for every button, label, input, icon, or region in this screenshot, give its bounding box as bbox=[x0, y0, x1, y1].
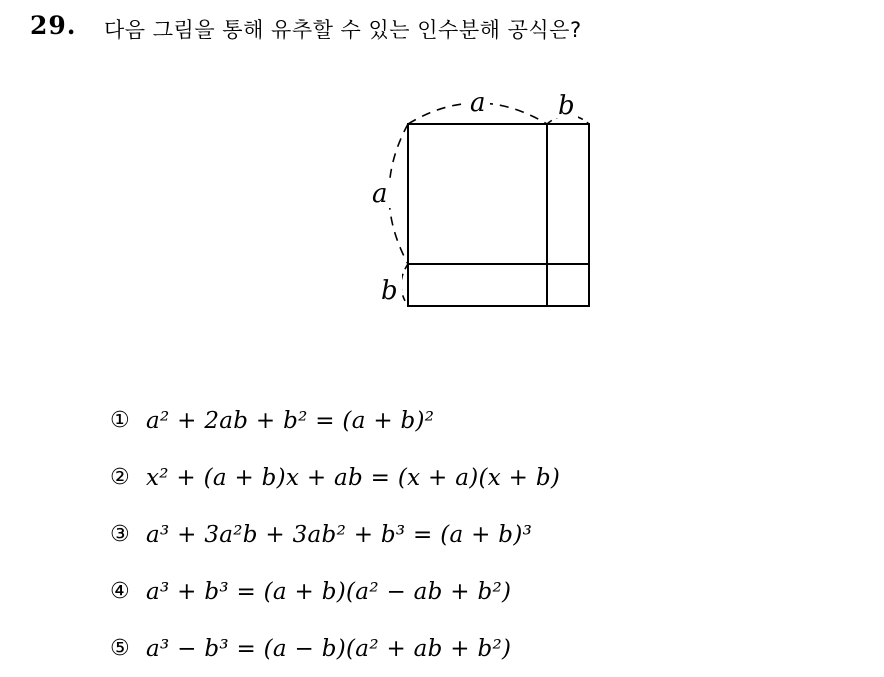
choice-2-formula: x² + (a + b)x + ab = (x + a)(x + b) bbox=[146, 464, 561, 491]
left-b-arc bbox=[401, 264, 408, 306]
square-diagram bbox=[360, 80, 620, 320]
label-left-a: a bbox=[372, 179, 388, 209]
choice-4-marker: ④ bbox=[110, 579, 130, 604]
choice-5-formula: a³ − b³ = (a − b)(a² + ab + b²) bbox=[146, 635, 512, 662]
choice-5-marker: ⑤ bbox=[110, 636, 130, 661]
label-top-a: a bbox=[470, 88, 486, 118]
label-left-b: b bbox=[381, 276, 398, 306]
choice-3-marker: ③ bbox=[110, 522, 130, 547]
choice-1-marker: ① bbox=[110, 408, 130, 433]
choice-4[interactable] bbox=[110, 563, 810, 620]
choice-2-marker: ② bbox=[110, 465, 130, 490]
choice-4-formula: a³ + b³ = (a + b)(a² − ab + b²) bbox=[146, 578, 512, 605]
label-top-b: b bbox=[558, 91, 575, 121]
choice-3-formula: a³ + 3a²b + 3ab² + b³ = (a + b)³ bbox=[146, 521, 533, 548]
question-text: 다음 그림을 통해 유추할 수 있는 인수분해 공식은? bbox=[104, 18, 582, 42]
choice-2[interactable] bbox=[110, 449, 810, 506]
outer-square bbox=[408, 124, 589, 306]
choice-3[interactable] bbox=[110, 506, 810, 563]
answer-choices bbox=[110, 392, 810, 677]
choice-1[interactable] bbox=[110, 392, 810, 449]
choice-1-formula: a² + 2ab + b² = (a + b)² bbox=[146, 407, 435, 434]
square-figure bbox=[360, 80, 620, 320]
question-number: 29. bbox=[30, 11, 77, 40]
choice-5[interactable] bbox=[110, 620, 810, 677]
